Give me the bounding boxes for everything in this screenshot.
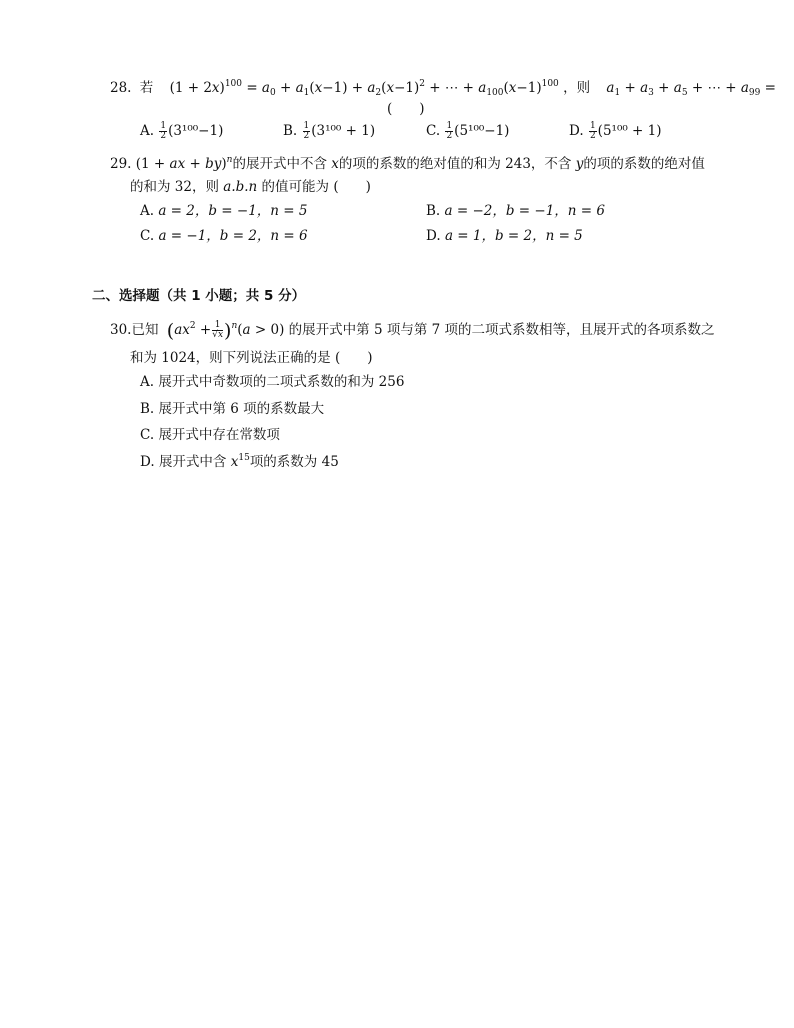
option-text: 项的系数为 45	[249, 454, 339, 470]
expansion-formula: $(1 + 2x)^{100} = a_0 + a_1(x-1) + a_2(x-1)^2$ + ⋯ + $a_{100}(x-1)^{100}$	[169, 79, 559, 98]
option-label: D.	[426, 228, 441, 244]
var-y: y	[575, 156, 584, 172]
option-text: 展开式中存在常数项	[158, 427, 280, 443]
fraction-half: $\frac{1}{2}$	[160, 121, 167, 141]
question-28-stem	[110, 76, 776, 96]
question-30-line2: 和为 1024，则下列说法正确的是 ( )	[130, 350, 373, 366]
fraction-half: $\frac{1}{2}$	[589, 121, 596, 141]
option-expr: (3¹⁰⁰−1)	[168, 123, 224, 139]
question-29-stem	[110, 152, 705, 172]
option-label: C.	[426, 123, 441, 139]
fraction-half: $\frac{1}{2}$	[303, 121, 310, 141]
question-29-line2	[130, 175, 371, 195]
target-sum: $a_1 + a_3 + a_5$ + ⋯ + $a_{99}$ =	[606, 80, 776, 98]
option-a[interactable]	[140, 370, 404, 390]
option-expr: a = 1，b = 2，n = 5	[444, 228, 583, 244]
option-label: C.	[140, 427, 155, 443]
option-expr: a = −2，b = −1，n = 6	[444, 203, 605, 219]
option-label: B.	[140, 401, 155, 417]
option-text: 展开式中第 6 项的系数最大	[158, 401, 325, 417]
option-d[interactable]	[140, 450, 339, 470]
stem-text: 的项的系数的绝对值	[583, 156, 705, 172]
option-d[interactable]	[426, 224, 583, 244]
option-a[interactable]	[140, 122, 223, 141]
power-term: $x^{15}$	[230, 453, 250, 470]
question-number: 29.	[110, 156, 132, 172]
option-b[interactable]	[283, 122, 375, 141]
vars-abn: a.b.n	[223, 179, 258, 195]
binomial-expr: ($ax^2$ + $\frac{1}{√x}$ )$^n$(a > 0)	[166, 320, 285, 342]
option-label: B.	[426, 203, 441, 219]
polynomial-expr: (1 + ax + by)$^n$	[135, 155, 233, 172]
option-text: 展开式中含	[158, 454, 227, 470]
stem-text: 的和为 32，则	[130, 179, 219, 195]
option-label: A.	[140, 374, 155, 390]
stem-text: 的值可能为 ( )	[261, 179, 371, 195]
option-expr: (5¹⁰⁰ + 1)	[597, 123, 662, 139]
option-a[interactable]	[140, 199, 308, 219]
fraction-half: $\frac{1}{2}$	[446, 121, 453, 141]
question-number: 30.	[110, 322, 132, 338]
question-number: 28.	[110, 80, 132, 96]
option-label: D.	[140, 454, 155, 470]
option-expr: (3¹⁰⁰ + 1)	[311, 123, 376, 139]
section-title: 二、选择题（共 1 小题；共 5 分）	[92, 288, 306, 304]
stem-text: 的项的系数的绝对值的和为 243，不含	[338, 156, 572, 172]
option-text: 展开式中奇数项的二项式系数的和为 256	[158, 374, 405, 390]
option-label: A.	[140, 123, 155, 139]
option-expr: (5¹⁰⁰−1)	[454, 123, 510, 139]
option-c[interactable]	[426, 122, 509, 141]
question-lead: 若	[139, 80, 154, 96]
option-label: D.	[569, 123, 584, 139]
option-label: C.	[140, 228, 155, 244]
option-expr: a = −1，b = 2，n = 6	[158, 228, 308, 244]
option-c[interactable]	[140, 224, 308, 244]
option-label: A.	[140, 203, 155, 219]
option-b[interactable]	[140, 397, 324, 417]
var-x: x	[331, 156, 339, 172]
option-label: B.	[283, 123, 298, 139]
question-mid-text: ，则	[563, 80, 591, 96]
question-lead: 已知	[131, 322, 159, 338]
option-expr: a = 2，b = −1，n = 5	[158, 203, 308, 219]
answer-paren: ( )	[387, 101, 425, 117]
stem-text: 的展开式中不含	[232, 156, 327, 172]
option-c[interactable]	[140, 423, 280, 443]
option-d[interactable]	[569, 122, 662, 141]
stem-text: 的展开式中第 5 项与第 7 项的二项式系数相等，且展开式的各项系数之	[288, 322, 715, 338]
question-30-stem	[110, 318, 715, 342]
option-b[interactable]	[426, 199, 605, 219]
